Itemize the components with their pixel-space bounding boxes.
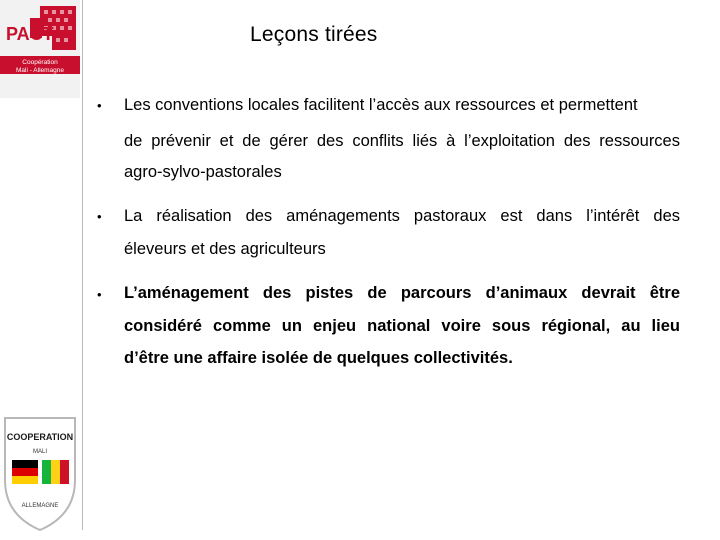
bullet-2-line-2: éleveurs et des agriculteurs <box>124 240 326 258</box>
slide-title: Leçons tirées <box>250 23 378 46</box>
bullet-1-line-1: Les conventions locales facilitent l’accès aux ressources et permettent <box>124 96 638 114</box>
bullet-3-line-2: considéré comme un enjeu national voire sous régional, au lieu <box>124 317 680 335</box>
bullet-marker: • <box>97 98 102 113</box>
badge-line2: MALI <box>32 449 48 455</box>
cooperation-badge <box>0 410 80 535</box>
badge-line1: COOPERATION <box>6 432 74 442</box>
bullet-1-line-2: de prévenir et de gérer des conflits liés à l’exploitation des ressources <box>124 132 680 150</box>
pact-logo-text: PACT <box>6 24 54 44</box>
germany-flag-icon <box>12 460 38 484</box>
bullet-3-line-3: d’être une affaire isolée de quelques collectivités. <box>124 349 513 367</box>
pact-logo-sub1: Coopération <box>22 59 58 66</box>
mali-flag-icon <box>42 460 69 484</box>
pact-logo-sub2: Mali - Allemagne <box>15 67 65 74</box>
bullet-3-line-1: L’aménagement des pistes de parcours d’animaux devrait être <box>124 284 680 302</box>
badge-line3: ALLEMAGNE <box>21 503 59 509</box>
bullet-1-line-3: agro-sylvo-pastorales <box>124 163 282 181</box>
bullet-marker: • <box>97 209 102 224</box>
bullet-marker: • <box>97 287 102 302</box>
bullet-2-line-1: La réalisation des aménagements pastoraux est dans l’intérêt des <box>124 207 680 225</box>
